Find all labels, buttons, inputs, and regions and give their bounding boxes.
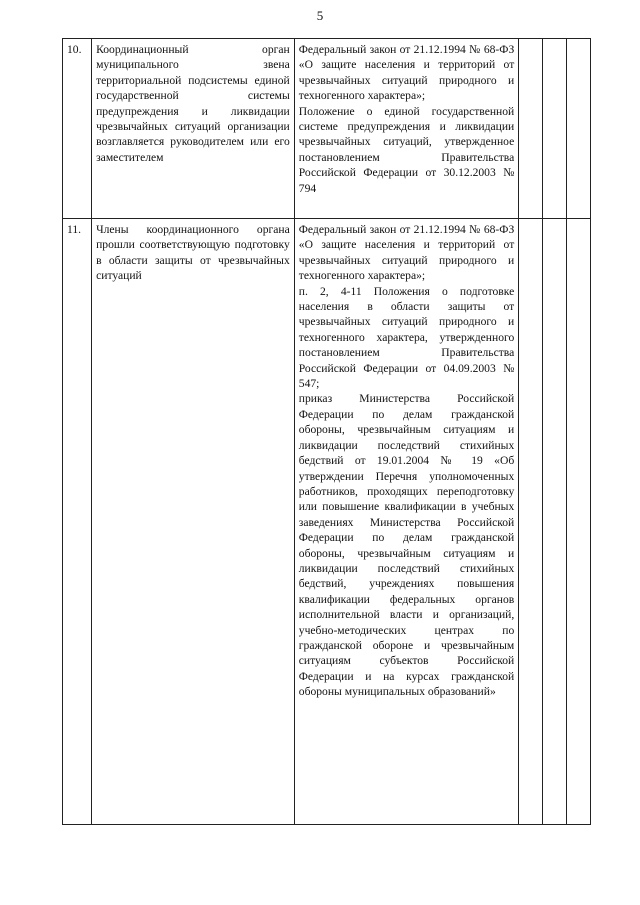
legal-basis-item: Федеральный закон от 21.12.1994 № 68-ФЗ «О защите населения и территорий от чрезвычайных ситуаций природного и техногенного характера»; xyxy=(298,223,515,283)
empty-cell xyxy=(543,219,567,825)
legal-basis xyxy=(294,39,519,219)
empty-cell xyxy=(543,39,567,219)
row-number: 11. xyxy=(63,219,92,825)
requirements-table xyxy=(62,38,591,825)
table-row xyxy=(63,39,591,219)
legal-basis-item: приказ Министерства Российской Федерации по делам гражданской обороны, чрезвычайным ситуациям и ликвидации последствий стихийных бедствий от 19.01.2004 № 19 «Об утверждении Перечня уполномоченных работников, проходящих переподготовку или повышение квалификации в учебных заведениях Министерства Российской Федерации по делам гражданской обороны, чрезвычайным ситуациям и ликвидации последствий стихийных бедствий, учреждениях повышения квалификации федеральных органов исполнительной власти и организаций, учебно-методических центрах по гражданской обороне и чрезвычайным ситуациям субъектов Российской Федерации и на курсах гражданской обороны муниципальных образований» xyxy=(298,392,515,699)
table-row xyxy=(63,219,591,825)
page-number: 5 xyxy=(316,8,324,23)
row-number: 10. xyxy=(63,39,92,219)
legal-basis-item: Положение о единой государственной системе предупреждения и ликвидации чрезвычайных ситуаций, утвержденное постановлением Правительства Российской Федерации от 30.12.2003 № 794 xyxy=(298,104,515,195)
requirement-text: Координационный орган муниципального звена территориальной подсистемы единой государственной системы предупреждения и ликвидации чрезвычайных ситуаций организации возглавляется руководителем или его заместителем xyxy=(92,39,295,219)
legal-basis-item: Федеральный закон от 21.12.1994 № 68-ФЗ «О защите населения и территорий от чрезвычайных ситуаций природного и техногенного характера»; xyxy=(298,43,515,103)
legal-basis xyxy=(294,219,519,825)
empty-cell xyxy=(519,39,543,219)
empty-cell xyxy=(567,219,591,825)
empty-cell xyxy=(567,39,591,219)
legal-basis-item: п. 2, 4-11 Положения о подготовке населения в области защиты от чрезвычайных ситуаций природного и техногенного характера, утвержденного постановлением Правительства Российской Федерации от 04.09.2003 № 547; xyxy=(298,284,515,391)
empty-cell xyxy=(519,219,543,825)
requirement-text: Члены координационного органа прошли соответствующую подготовку в области защиты от чрезвычайных ситуаций xyxy=(92,219,295,825)
